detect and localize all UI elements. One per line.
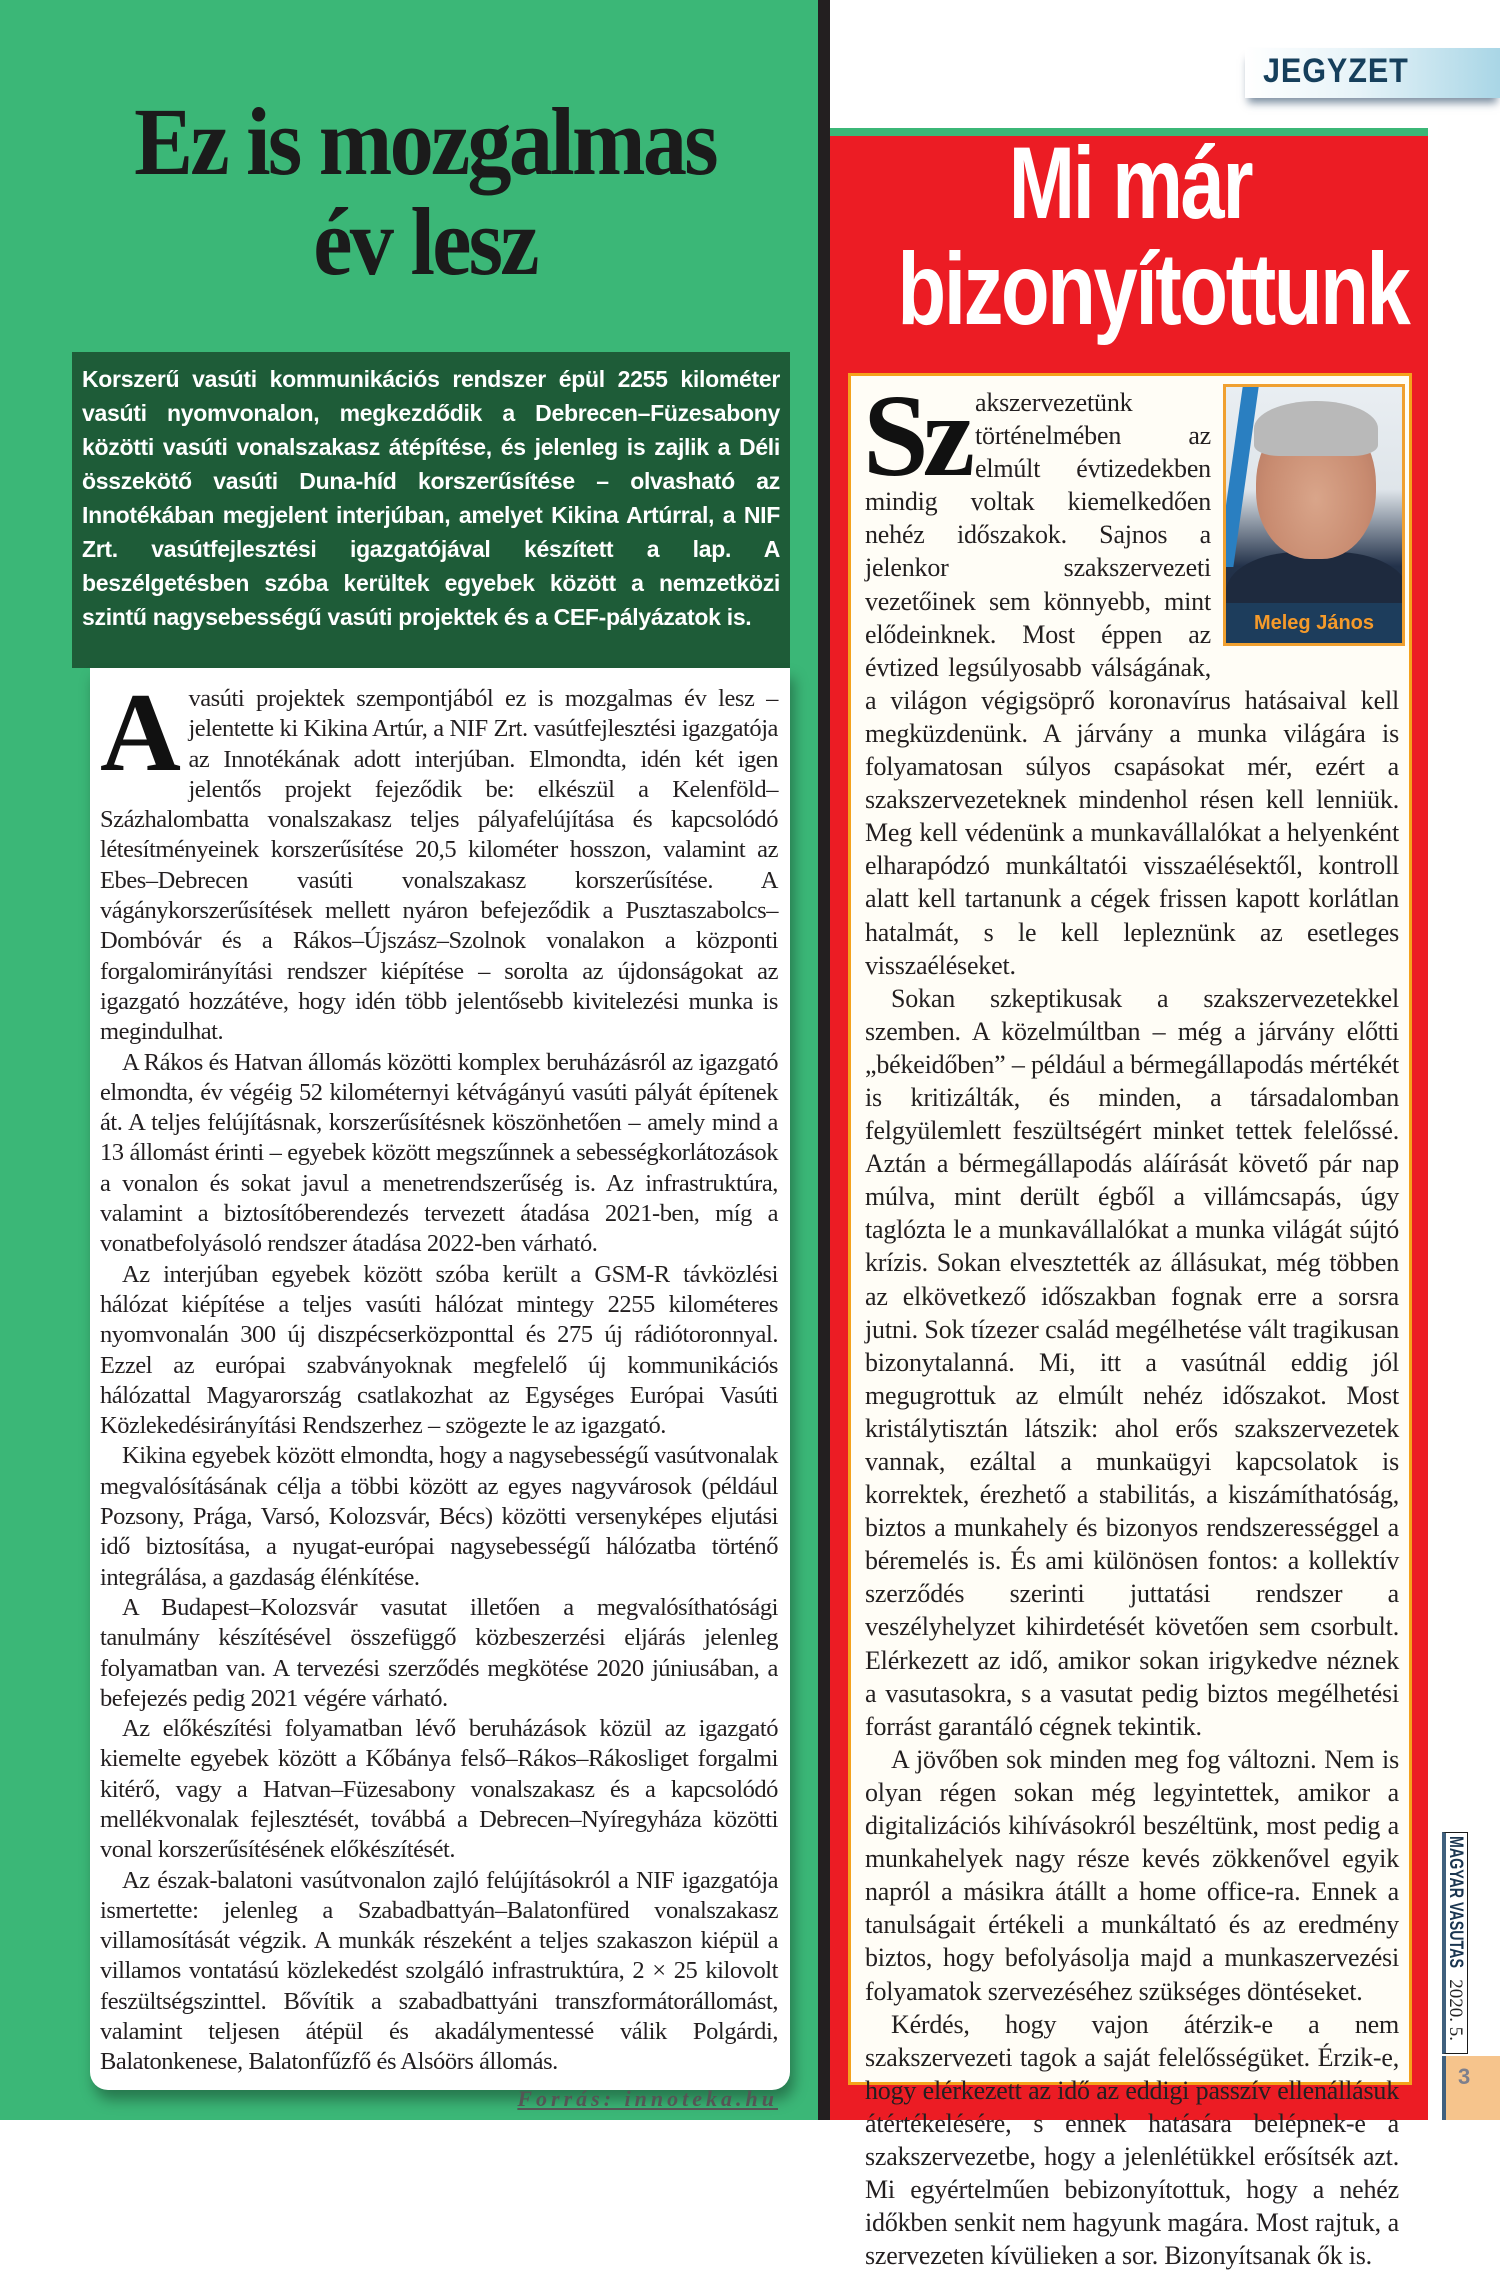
drop-cap: Sz xyxy=(863,370,969,501)
section-tag xyxy=(1245,48,1500,98)
drop-cap: A xyxy=(100,671,181,795)
column-divider xyxy=(818,0,830,2120)
page-number: 3 xyxy=(1458,2064,1471,2089)
source-link[interactable]: Forrás: innoteka.hu xyxy=(517,2085,778,2111)
paragraph: Kérdés, hogy vajon átérzik-e a nem szakszervezeti tagok a saját felelősségüket. Érzik-e, hogy elérkezett az idő az eddigi passzív ellenállásuk átértékelésére, s ennek hatására belépnek-e a szakszervezetbe, hogy a jelenlétükkel erősítsék azt. Mi egyértelműen bebizonyítottuk, hogy a nehéz időkben senkit nem hagyunk magára. Most rajtuk, a szervezeten kívülieken a sor. Bizonyítsanak ők is. xyxy=(865,2009,1399,2271)
paragraph: Az észak-balatoni vasútvonalon zajló felújításokról a NIF igazgatója ismertette: jelenleg a Szabadbattyán–Balatonfüred vonalszakasz villamosítását végzik. A munkák részeként a teljes szakaszon kiépül a villamos vontatású közlekedést szolgáló infrastruktúra, 2 × 25 kilovolt feszültségszinttel. Bővítik a szabadbattyáni transzformátorállomást, valamint teljesen átépül és akadálymentessé válik Polgárdi, Balatonkenese, Balatonfűzfő és Alsóörs állomás. xyxy=(100,1866,778,2076)
title-line: év lesz xyxy=(313,188,537,295)
right-article-body xyxy=(848,370,1412,2271)
issue-number: 2020. 5. xyxy=(1445,1979,1466,2041)
photo-hair xyxy=(1254,401,1378,456)
left-article-lead: Korszerű vasúti kommunikációs rendszer épül 2255 kilométer vasúti nyomvonalon, megkezdődik a Debrecen–Füzesabony közötti vasúti vonalszakasz átépítése, és jelenleg is zajlik a Déli összekötő vasúti Duna-híd korszerűsítése – olvasható az Innotékában megjelent interjúban, amelyet Kikina Artúrral, a NIF Zrt. vasútfejlesztési igazgatójával készített a lap. A beszélgetésben szóba kerültek egyebek között a nemzetközi szintű nagysebességű vasúti projektek és a CEF-pályázatok is. xyxy=(72,352,790,668)
paragraph: Sokan szkeptikusak a szakszervezetekkel szemben. A közelmúltban – még a járvány előtti „békeidőben” – például a bérmegállapodás mértékét is kritizálták, és minden, a társadalomban felgyülemlett feszültségért minket tettek felelőssé. Aztán a bérmegállapodás aláírását követő pár nap múlva, mint derült égből a villámcsapás, úgy taglózta le a munkavállalókat a munka világát sújtó krízis. Sokan elvesztették az állásukat, még többen az elkövetkező időszakban fognak erre a sorsra jutni. Sok tízezer család megélhetése vált tragikusan bizonytalanná. Mi, itt a vasútnál eddig jól megugrottuk az elmúlt nehéz időszakot. Most kristálytisztán látszik: ahol erős szakszervezetek vannak, ezáltal a munkaügyi kapcsolatok is korrektek, érezhető a stabilitás, a kiszámíthatóság, biztos a munkahely és bizonyos rendszerességgel a béremelés is. És ami különösen fontos: a kollektív szerződés szerinti juttatási rendszer a veszélyhelyzet kihirdetését követően sem csorbult. Elérkezett az idő, amikor sokan irigykedve néznek a vasutasokra, s a vasutat pedig biztos megélhetési forrást garantáló cégnek tekintik. xyxy=(865,983,1399,1741)
paragraph: Kikina egyebek között elmondta, hogy a nagysebességű vasútvonalak megvalósításának célja a többi között az egyes nagyvárosok (például Pozsony, Prága, Varsó, Kolozsvár, Bécs) közötti versenyképes eljutási idő biztosítása, a nyugat-európai nagysebességű hálózatba történő integrálása, a gazdaság élénkítése. xyxy=(100,1442,778,1591)
section-tag-label: JEGYZET xyxy=(1263,52,1409,90)
photo-caption: Meleg János xyxy=(1226,603,1402,643)
author-photo xyxy=(1223,384,1405,646)
magazine-issue-label xyxy=(1444,1836,1466,2050)
right-article-title xyxy=(832,126,1428,346)
paragraph: A Rákos és Hatvan állomás közötti komplex beruházásról az igazgató elmondta, év végéig 52 kilométernyi kétvágányú vasúti pályát építenek át. A teljes felújításnak, korszerűsítésnek köszönhetően – amely mind a 13 állomást érinti – egyebek között megszűnnek a sebességkorlátozások a vonalon és sokat javul a menetrendszerűség is. Az infrastruktúra, valamint a biztosítóberendezés tervezett átadása 2021-ben, míg a vonatbefolyásoló rendszer átadása 2022-ben várható. xyxy=(100,1048,778,1258)
paragraph: A jövőben sok minden meg fog változni. Nem is olyan régen sokan még legyintettek, amikor a digitalizációs kihívásokról beszéltünk, most pedig a munkahelyek nagy része kevés zökkenővel egyik napról a másikra átállt a home office-ra. Ennek a tanulságait értékeli a munkáltató és az eredmény biztos, hogy befolyásolja majd a munkaszervezési folyamatok szervezéséhez szükséges döntéseket. xyxy=(865,1744,1399,2006)
paragraph: Az előkészítési folyamatban lévő beruházások közül az igazgató kiemelte egyebek között a Kőbánya felső–Rákos–Rákosliget forgalmi kitérő, vagy a Hatvan–Füzesabony vonalszakasz és a kapcsolódó mellékvonalak fejlesztését, továbbá a Debrecen–Nyíregyháza közötti vonal korszerűsítésének előkészítését. xyxy=(100,1715,778,1864)
left-article-title xyxy=(89,88,761,295)
paragraph: A vasúti projektek szempontjából ez is mozgalmas év lesz – jelentette ki Kikina Artúr, a NIF Zrt. vasútfejlesztési igazgatója az Innotékának adott interjúban. Elmondta, idén két igen jelentős projekt fejeződik be: elkészül a Kelenföld–Százhalombatta vonalszakasz teljes pályafelújítása és kapcsolódó létesítményeinek korszerűsítése 20,5 kilométer hosszon, valamint az Ebes–Debrecen vasúti vonalszakasz korszerűsítése. A vágánykorszerűsítések mellett nyáron befejeződik a Pusztaszabolcs–Dombóvár és a Rákos–Újszász–Szolnok vonalakon a központi forgalomirányítási rendszer kiépítése – sorolta az újdonságokat az igazgató hozzátéve, hogy idén több jelentősebb kivitelezési munka is megindulhat. xyxy=(100,671,778,1046)
title-line: Mi már xyxy=(1008,126,1252,240)
title-line: Ez is mozgalmas xyxy=(134,88,716,195)
paragraph: Az interjúban egyebek között szóba került a GSM-R távközlési hálózat kiépítése a teljes vasúti hálózat mintegy 2255 kilométeres nyomvonalán 300 új diszpécserközponttal és 275 új rádiótoronnyal. Ezzel az európai szabványoknak megfelelő új kommunikációs hálózattal Magyarország csatlakozhat az Egységes Európai Vasúti Közlekedésirányítási Rendszerhez – szögezte le az igazgató. xyxy=(100,1260,778,1440)
magazine-name: MAGYAR VASUTAS xyxy=(1445,1836,1466,1968)
background-stripe xyxy=(1223,387,1259,567)
paragraph: A Budapest–Kolozsvár vasutat illetően a megvalósíthatósági tanulmány készítésével összefüggő közbeszerzési eljárás jelenleg folyamatban van. A tervezési szerződés megkötése 2020 júniusában, a befejezés pedig 2021 végére várható. xyxy=(100,1593,778,1712)
left-article-body xyxy=(90,668,790,2111)
page-number-box xyxy=(1442,2056,1500,2120)
title-line: bizonyítottunk xyxy=(897,232,1409,346)
paragraph: Sz akszervezetünk történelmében az elmúlt évtizedekben mindig voltak kiemelkedően nehéz időszakok. Sajnos a jelenkor szakszervezeti vezetőinek sem könnyebb, mint elődeinknek. Most éppen az évtized legsúlyosabb válságának, a világon végigsöprő koronavírus hatásaival kell megküzdenünk. A járvány a munka világára is folyamatosan súlyos csapásokat mér, ezért a szakszervezeteknek mindenhol résen kell lenniük. Meg kell védenünk a munkavállalókat a helyenként elharapódzó munkáltatói visszaélésektől, kontroll alatt kell tartanunk a cégek frissen kapott korlátlan hatalmát, s le kell lepleznünk az esetleges visszaéléseket. xyxy=(863,370,1399,980)
